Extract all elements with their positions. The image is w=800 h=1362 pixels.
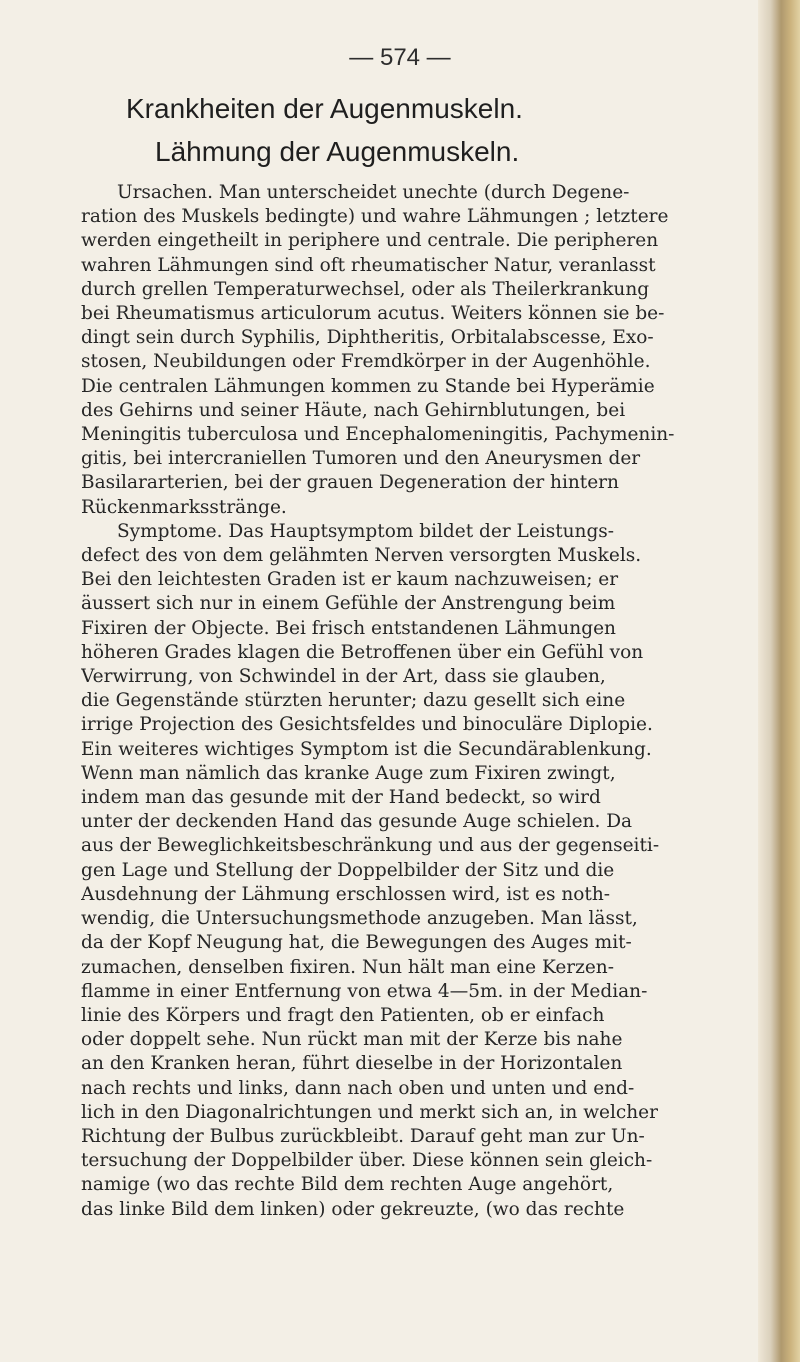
text-line: lich in den Diagonalrichtungen und merkt sich an, in welcher	[81, 1101, 658, 1123]
text-line: werden eingetheilt in periphere und centrale. Die peripheren	[81, 230, 659, 252]
text-line: da der Kopf Neugung hat, die Bewegungen des Auges mit-	[81, 932, 632, 954]
text-line: an den Kranken heran, führt dieselbe in der Horizontalen	[81, 1053, 623, 1075]
text-line: Ausdehnung der Lähmung erschlossen wird, ist es noth-	[81, 883, 611, 905]
text-line: Fixiren der Objecte. Bei frisch entstandenen Lähmungen	[81, 617, 616, 639]
text-line: durch grellen Temperaturwechsel, oder als Theilerkrankung	[81, 278, 650, 300]
text-line: zumachen, denselben fixiren. Nun hält man eine Kerzen-	[81, 956, 614, 978]
text-line: namige (wo das rechte Bild dem rechten Auge angehört,	[81, 1174, 614, 1196]
text-line: Richtung der Bulbus zurückbleibt. Darauf geht man zur Un-	[81, 1125, 645, 1147]
text-line: nach rechts und links, dann nach oben und unten und end-	[81, 1077, 635, 1099]
text-line: Basilararterien, bei der grauen Degeneration der hintern	[81, 472, 619, 494]
text-line: höheren Grades klagen die Betroffenen über ein Gefühl von	[81, 641, 644, 663]
text-line: äussert sich nur in einem Gefühle der Anstrengung beim	[81, 593, 616, 615]
text-line: bei Rheumatismus articulorum acutus. Weiters können sie be-	[81, 303, 665, 325]
text-line: Meningitis tuberculosa und Encephalomeningitis, Pachymenin-	[81, 424, 675, 446]
text-line: stosen, Neubildungen oder Fremdkörper in der Augenhöhle.	[81, 351, 651, 373]
text-line: ration des Muskels bedingte) und wahre Lähmungen ; letztere	[81, 206, 669, 228]
text-line: das linke Bild dem linken) oder gekreuzte, (wo das rechte	[81, 1198, 625, 1220]
text-line: irrige Projection des Gesichtsfeldes und binoculäre Diplopie.	[81, 714, 653, 736]
text-line: unter der deckenden Hand das gesunde Auge schielen. Da	[81, 811, 633, 833]
text-line: wendig, die Untersuchungsmethode anzugeben. Man lässt,	[81, 908, 638, 930]
text-line: Ursachen. Man unterscheidet unechte (durch Degene-	[117, 182, 630, 203]
section-title: Lähmung der Augenmuskeln.	[155, 136, 520, 167]
text-line: flamme in einer Entfernung von etwa 4—5m. in der Median-	[81, 980, 648, 1002]
text-line: Bei den leichtesten Graden ist er kaum nachzuweisen; er	[81, 569, 619, 591]
text-line: indem man das gesunde mit der Hand bedeckt, so wird	[81, 787, 601, 809]
text-line: dingt sein durch Syphilis, Diphtheritis, Orbitalabscesse, Exo-	[81, 327, 654, 349]
text-line: aus der Beweglichkeitsbeschränkung und aus der gegenseiti-	[81, 835, 660, 857]
chapter-title: Krankheiten der Augenmuskeln.	[126, 93, 523, 124]
text-line: Verwirrung, von Schwindel in der Art, dass sie glauben,	[81, 666, 606, 688]
text-line: linie des Körpers und fragt den Patienten, ob er einfach	[81, 1004, 605, 1026]
text-line: Wenn man nämlich das kranke Auge zum Fixiren zwingt,	[81, 762, 616, 784]
text-line: gitis, bei intercraniellen Tumoren und den Aneurysmen der	[81, 448, 641, 470]
text-line: Ein weiteres wichtiges Symptom ist die Secundärablenkung.	[81, 738, 652, 760]
text-line: wahren Lähmungen sind oft rheumatischer Natur, veranlasst	[81, 254, 656, 276]
text-line: Symptome. Das Hauptsymptom bildet der Leistungs-	[117, 520, 615, 542]
text-line: des Gehirns und seiner Häute, nach Gehirnblutungen, bei	[81, 399, 626, 421]
page-number: — 574 —	[349, 44, 451, 71]
text-line: Die centralen Lähmungen kommen zu Stande bei Hyperämie	[81, 375, 655, 397]
text-line: defect des von dem gelähmten Nerven versorgten Muskels.	[81, 545, 642, 567]
body-text	[81, 181, 765, 1222]
text-line: oder doppelt sehe. Nun rückt man mit der Kerze bis nahe	[81, 1029, 623, 1051]
text-line: gen Lage und Stellung der Doppelbilder der Sitz und die	[81, 859, 615, 881]
text-line: Rückenmarksstränge.	[81, 496, 287, 518]
text-line: die Gegenstände stürzten herunter; dazu gesellt sich eine	[81, 690, 626, 712]
text-line: tersuchung der Doppelbilder über. Diese können sein gleich-	[81, 1150, 653, 1172]
